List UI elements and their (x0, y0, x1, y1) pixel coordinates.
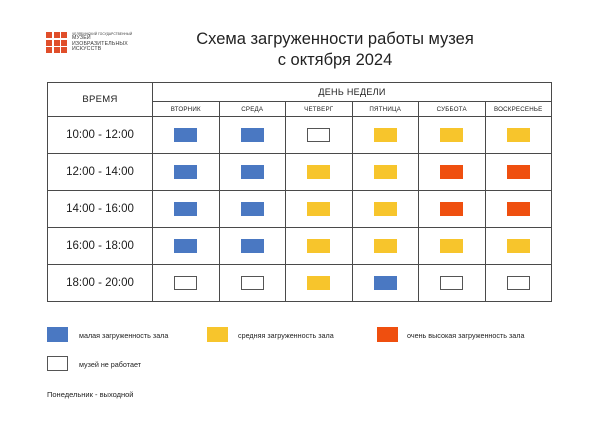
schedule-cell (419, 265, 486, 302)
schedule-cell (352, 117, 419, 154)
occupancy-block-medium (307, 276, 330, 290)
legend-swatch-medium (207, 327, 228, 342)
schedule-cell (419, 228, 486, 265)
schedule-cell (153, 191, 220, 228)
occupancy-block-medium (440, 128, 463, 142)
page-title (140, 29, 530, 71)
occupancy-block-low (174, 239, 197, 253)
schedule-cell (352, 265, 419, 302)
day-header-1: СРЕДА (219, 102, 286, 117)
header-row (48, 83, 552, 102)
schedule-cell (153, 117, 220, 154)
schedule-cell (419, 117, 486, 154)
schedule-cell (153, 154, 220, 191)
day-header-3: ПЯТНИЦА (352, 102, 419, 117)
schedule-cell (352, 191, 419, 228)
occupancy-block-low (174, 165, 197, 179)
schedule-cell (286, 265, 353, 302)
day-header-2: ЧЕТВЕРГ (286, 102, 353, 117)
title-line-1: Схема загруженности работы музея (196, 30, 474, 48)
schedule-cell (286, 117, 353, 154)
schedule-cell (352, 154, 419, 191)
occupancy-block-low (374, 276, 397, 290)
day-header-0: ВТОРНИК (153, 102, 220, 117)
occupancy-block-low (174, 202, 197, 216)
schedule-cell (153, 228, 220, 265)
occupancy-block-medium (507, 128, 530, 142)
schedule-cell (485, 191, 552, 228)
schedule-cell (219, 191, 286, 228)
schedule-cell (485, 228, 552, 265)
occupancy-block-closed (174, 276, 197, 290)
time-slot-label: 14:00 - 16:00 (48, 191, 153, 228)
logo-line-4: ИСКУССТВ (72, 46, 102, 53)
time-slot-label: 12:00 - 14:00 (48, 154, 153, 191)
occupancy-block-medium (374, 128, 397, 142)
schedule-cell (485, 265, 552, 302)
occupancy-block-low (241, 239, 264, 253)
occupancy-block-low (241, 165, 264, 179)
legend-swatch-closed (47, 356, 68, 371)
schedule-cell (286, 154, 353, 191)
schedule-cell (219, 117, 286, 154)
schedule-cell (219, 154, 286, 191)
table-row (48, 154, 552, 191)
time-column-header: ВРЕМЯ (48, 83, 153, 117)
occupancy-block-medium (507, 239, 530, 253)
occupancy-block-closed (440, 276, 463, 290)
logo-line-2: МУЗЕЙ (72, 35, 91, 41)
occupancy-block-closed (307, 128, 330, 142)
occupancy-block-low (174, 128, 197, 142)
schedule-cell (352, 228, 419, 265)
legend-swatch-low (47, 327, 68, 342)
schedule-body (48, 117, 552, 302)
occupancy-block-medium (307, 239, 330, 253)
table-row (48, 265, 552, 302)
legend-label-low: малая загруженность зала (79, 331, 169, 340)
day-header-5: ВОСКРЕСЕНЬЕ (485, 102, 552, 117)
schedule-cell (219, 265, 286, 302)
occupancy-block-medium (307, 202, 330, 216)
legend-label-high: очень высокая загруженность зала (407, 331, 525, 340)
schedule-cell (419, 191, 486, 228)
time-slot-label: 10:00 - 12:00 (48, 117, 153, 154)
occupancy-block-medium (440, 239, 463, 253)
table-row (48, 228, 552, 265)
occupancy-block-high (440, 202, 463, 216)
legend-swatch-high (377, 327, 398, 342)
table-row (48, 117, 552, 154)
schedule-cell (419, 154, 486, 191)
logo-grid-icon (46, 32, 67, 53)
occupancy-block-closed (507, 276, 530, 290)
time-slot-label: 18:00 - 20:00 (48, 265, 153, 302)
occupancy-block-high (440, 165, 463, 179)
logo-line-1: ЧЕЛЯБИНСКИЙ ГОСУДАРСТВЕННЫЙ (72, 32, 133, 36)
occupancy-block-low (241, 128, 264, 142)
occupancy-block-medium (374, 202, 397, 216)
occupancy-block-high (507, 165, 530, 179)
schedule-cell (153, 265, 220, 302)
logo-line-3: ИЗОБРАЗИТЕЛЬНЫХ (72, 40, 128, 47)
occupancy-block-medium (374, 239, 397, 253)
footnote: Понедельник - выходной (47, 390, 134, 399)
schedule-cell (286, 228, 353, 265)
time-slot-label: 16:00 - 18:00 (48, 228, 153, 265)
days-group-header: ДЕНЬ НЕДЕЛИ (153, 83, 552, 102)
schedule-cell (485, 117, 552, 154)
occupancy-block-medium (374, 165, 397, 179)
legend-label-closed: музей не работает (79, 360, 142, 369)
table-row (48, 191, 552, 228)
day-header-4: СУББОТА (419, 102, 486, 117)
occupancy-block-low (241, 202, 264, 216)
occupancy-block-high (507, 202, 530, 216)
title-line-2: с октября 2024 (277, 51, 393, 69)
schedule-cell (485, 154, 552, 191)
occupancy-block-medium (307, 165, 330, 179)
legend-label-medium: средняя загруженность зала (238, 331, 334, 340)
schedule-cell (219, 228, 286, 265)
schedule-table (47, 82, 552, 302)
schedule-cell (286, 191, 353, 228)
occupancy-block-closed (241, 276, 264, 290)
